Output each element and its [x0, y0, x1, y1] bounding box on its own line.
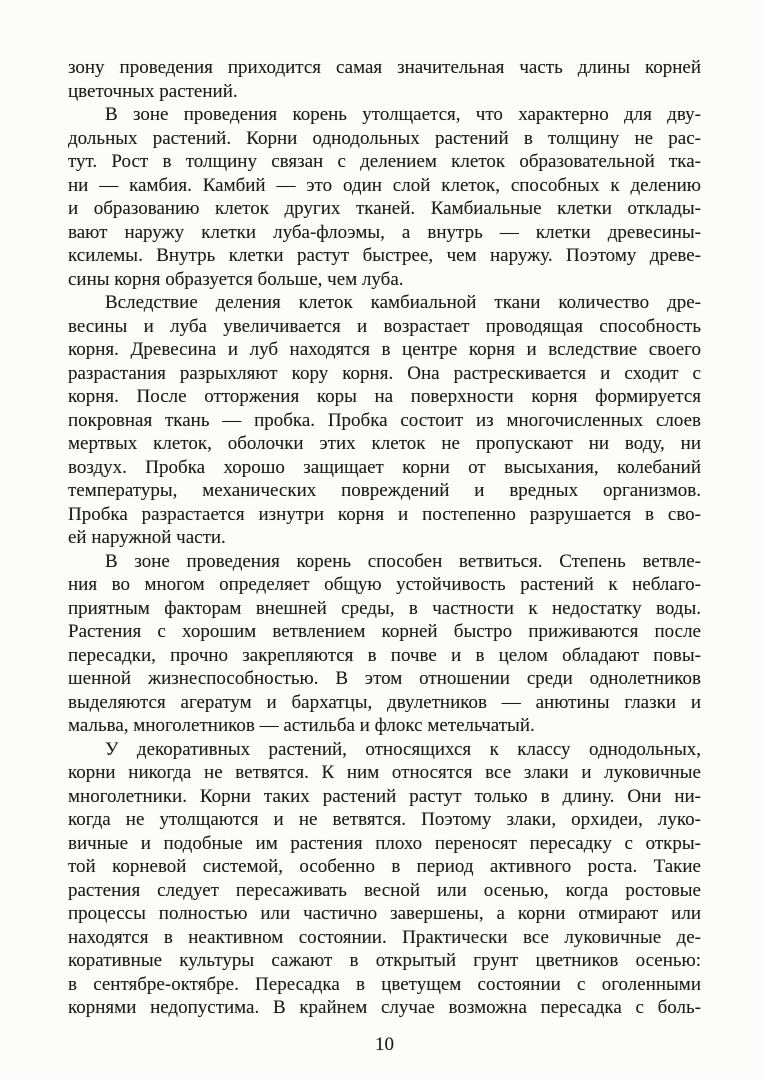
- text-line: мертвых клеток, оболочки этих клеток не пропускают ни воду, ни: [68, 433, 701, 454]
- text-line: У декоративных растений, относящихся к классу однодольных,: [105, 738, 701, 760]
- paragraph: [68, 56, 701, 103]
- text-line: тут. Рост в толщину связан с делением клеток образовательной тка-: [68, 151, 701, 172]
- text-line: Вследствие деления клеток камбиальной ткани количество дре-: [105, 292, 701, 313]
- text-line: сины корня образуется больше, чем луба.: [68, 268, 404, 290]
- text-line: пересадки, прочно закрепляются в почве и в целом обладают повы-: [68, 644, 701, 666]
- text-line: Растения с хорошим ветвлением корней быстро приживаются после: [68, 621, 701, 642]
- text-line: корни никогда не ветвятся. К ним относятся все злаки и луковичные: [68, 762, 701, 783]
- text-line: многолетники. Корни таких растений растут только в длину. Они ни-: [68, 785, 701, 807]
- paragraph: [68, 738, 701, 1020]
- text-line: ни — камбия. Камбий — это один слой клеток, способных к делению: [68, 174, 701, 196]
- text-line: когда не утолщаются и не ветвятся. Поэтому злаки, орхидеи, луко-: [68, 809, 701, 830]
- text-line: той корневой системой, особенно в период активного роста. Такие: [68, 856, 701, 877]
- paragraph: [68, 103, 701, 291]
- text-line: В зоне проведения корень утолщается, что характерно для дву-: [105, 104, 701, 125]
- text-line: ей наружной части.: [68, 527, 226, 548]
- text-line: покровная ткань — пробка. Пробка состоит из многочисленных слоев: [68, 409, 701, 431]
- text-line: воздух. Пробка хорошо защищает корни от высыхания, колебаний: [68, 456, 701, 478]
- text-line: процессы полностью или частично завершены, а корни отмирают или: [68, 903, 701, 924]
- text-line: корня. Древесина и луб находятся в центре корня и вследствие своего: [68, 339, 701, 360]
- text-line: ния во многом определяет общую устойчивость растений к неблаго-: [68, 574, 701, 595]
- text-line: коративные культуры сажают в открытый грунт цветников осенью:: [68, 950, 701, 971]
- text-line: зону проведения приходится самая значительная часть длины корней: [68, 57, 701, 78]
- text-line: разрастания разрыхляют кору корня. Она растрескивается и сходит с: [68, 362, 701, 384]
- page-text: [68, 56, 701, 1020]
- text-line: мальва, многолетников — астильба и флокс метельчатый.: [68, 715, 535, 736]
- text-line: выделяются агератум и бархатцы, двулетников — анютины глазки и: [68, 691, 701, 713]
- text-line: корнями недопустима. В крайнем случае возможна пересадка с боль-: [68, 997, 701, 1018]
- text-line: шенной жизнеспособностью. В этом отношении среди однолетников: [68, 668, 701, 689]
- text-line: ксилемы. Внутрь клетки растут быстрее, чем наружу. Поэтому древе-: [68, 245, 701, 266]
- text-line: находятся в неактивном состоянии. Практически все луковичные де-: [68, 926, 701, 948]
- text-line: температуры, механических повреждений и вредных организмов.: [68, 480, 701, 501]
- text-line: корня. После отторжения коры на поверхности корня формируется: [68, 386, 701, 407]
- text-line: весины и луба увеличивается и возрастает проводящая способность: [68, 315, 701, 337]
- text-line: цветочных растений.: [68, 80, 238, 102]
- text-line: дольных растений. Корни однодольных растений в толщину не рас-: [68, 127, 701, 149]
- page-number: 10: [375, 1034, 394, 1055]
- text-line: вичные и подобные им растения плохо переносят пересадку с откры-: [68, 832, 701, 854]
- text-line: Пробка разрастается изнутри корня и постепенно разрушается в сво-: [68, 503, 701, 525]
- text-line: В зоне проведения корень способен ветвиться. Степень ветвле-: [105, 550, 701, 572]
- text-line: в сентябре-октябре. Пересадка в цветущем состоянии с оголенными: [68, 973, 701, 995]
- paragraph: [68, 550, 701, 738]
- text-line: приятным факторам внешней среды, в частности к недостатку воды.: [68, 597, 701, 619]
- text-line: вают наружу клетки луба-флоэмы, а внутрь — клетки древесины-: [68, 221, 701, 243]
- text-line: и образованию клеток других тканей. Камбиальные клетки отклады-: [68, 198, 701, 219]
- text-line: растения следует пересаживать весной или осенью, когда ростовые: [68, 879, 701, 901]
- paragraph: [68, 291, 701, 550]
